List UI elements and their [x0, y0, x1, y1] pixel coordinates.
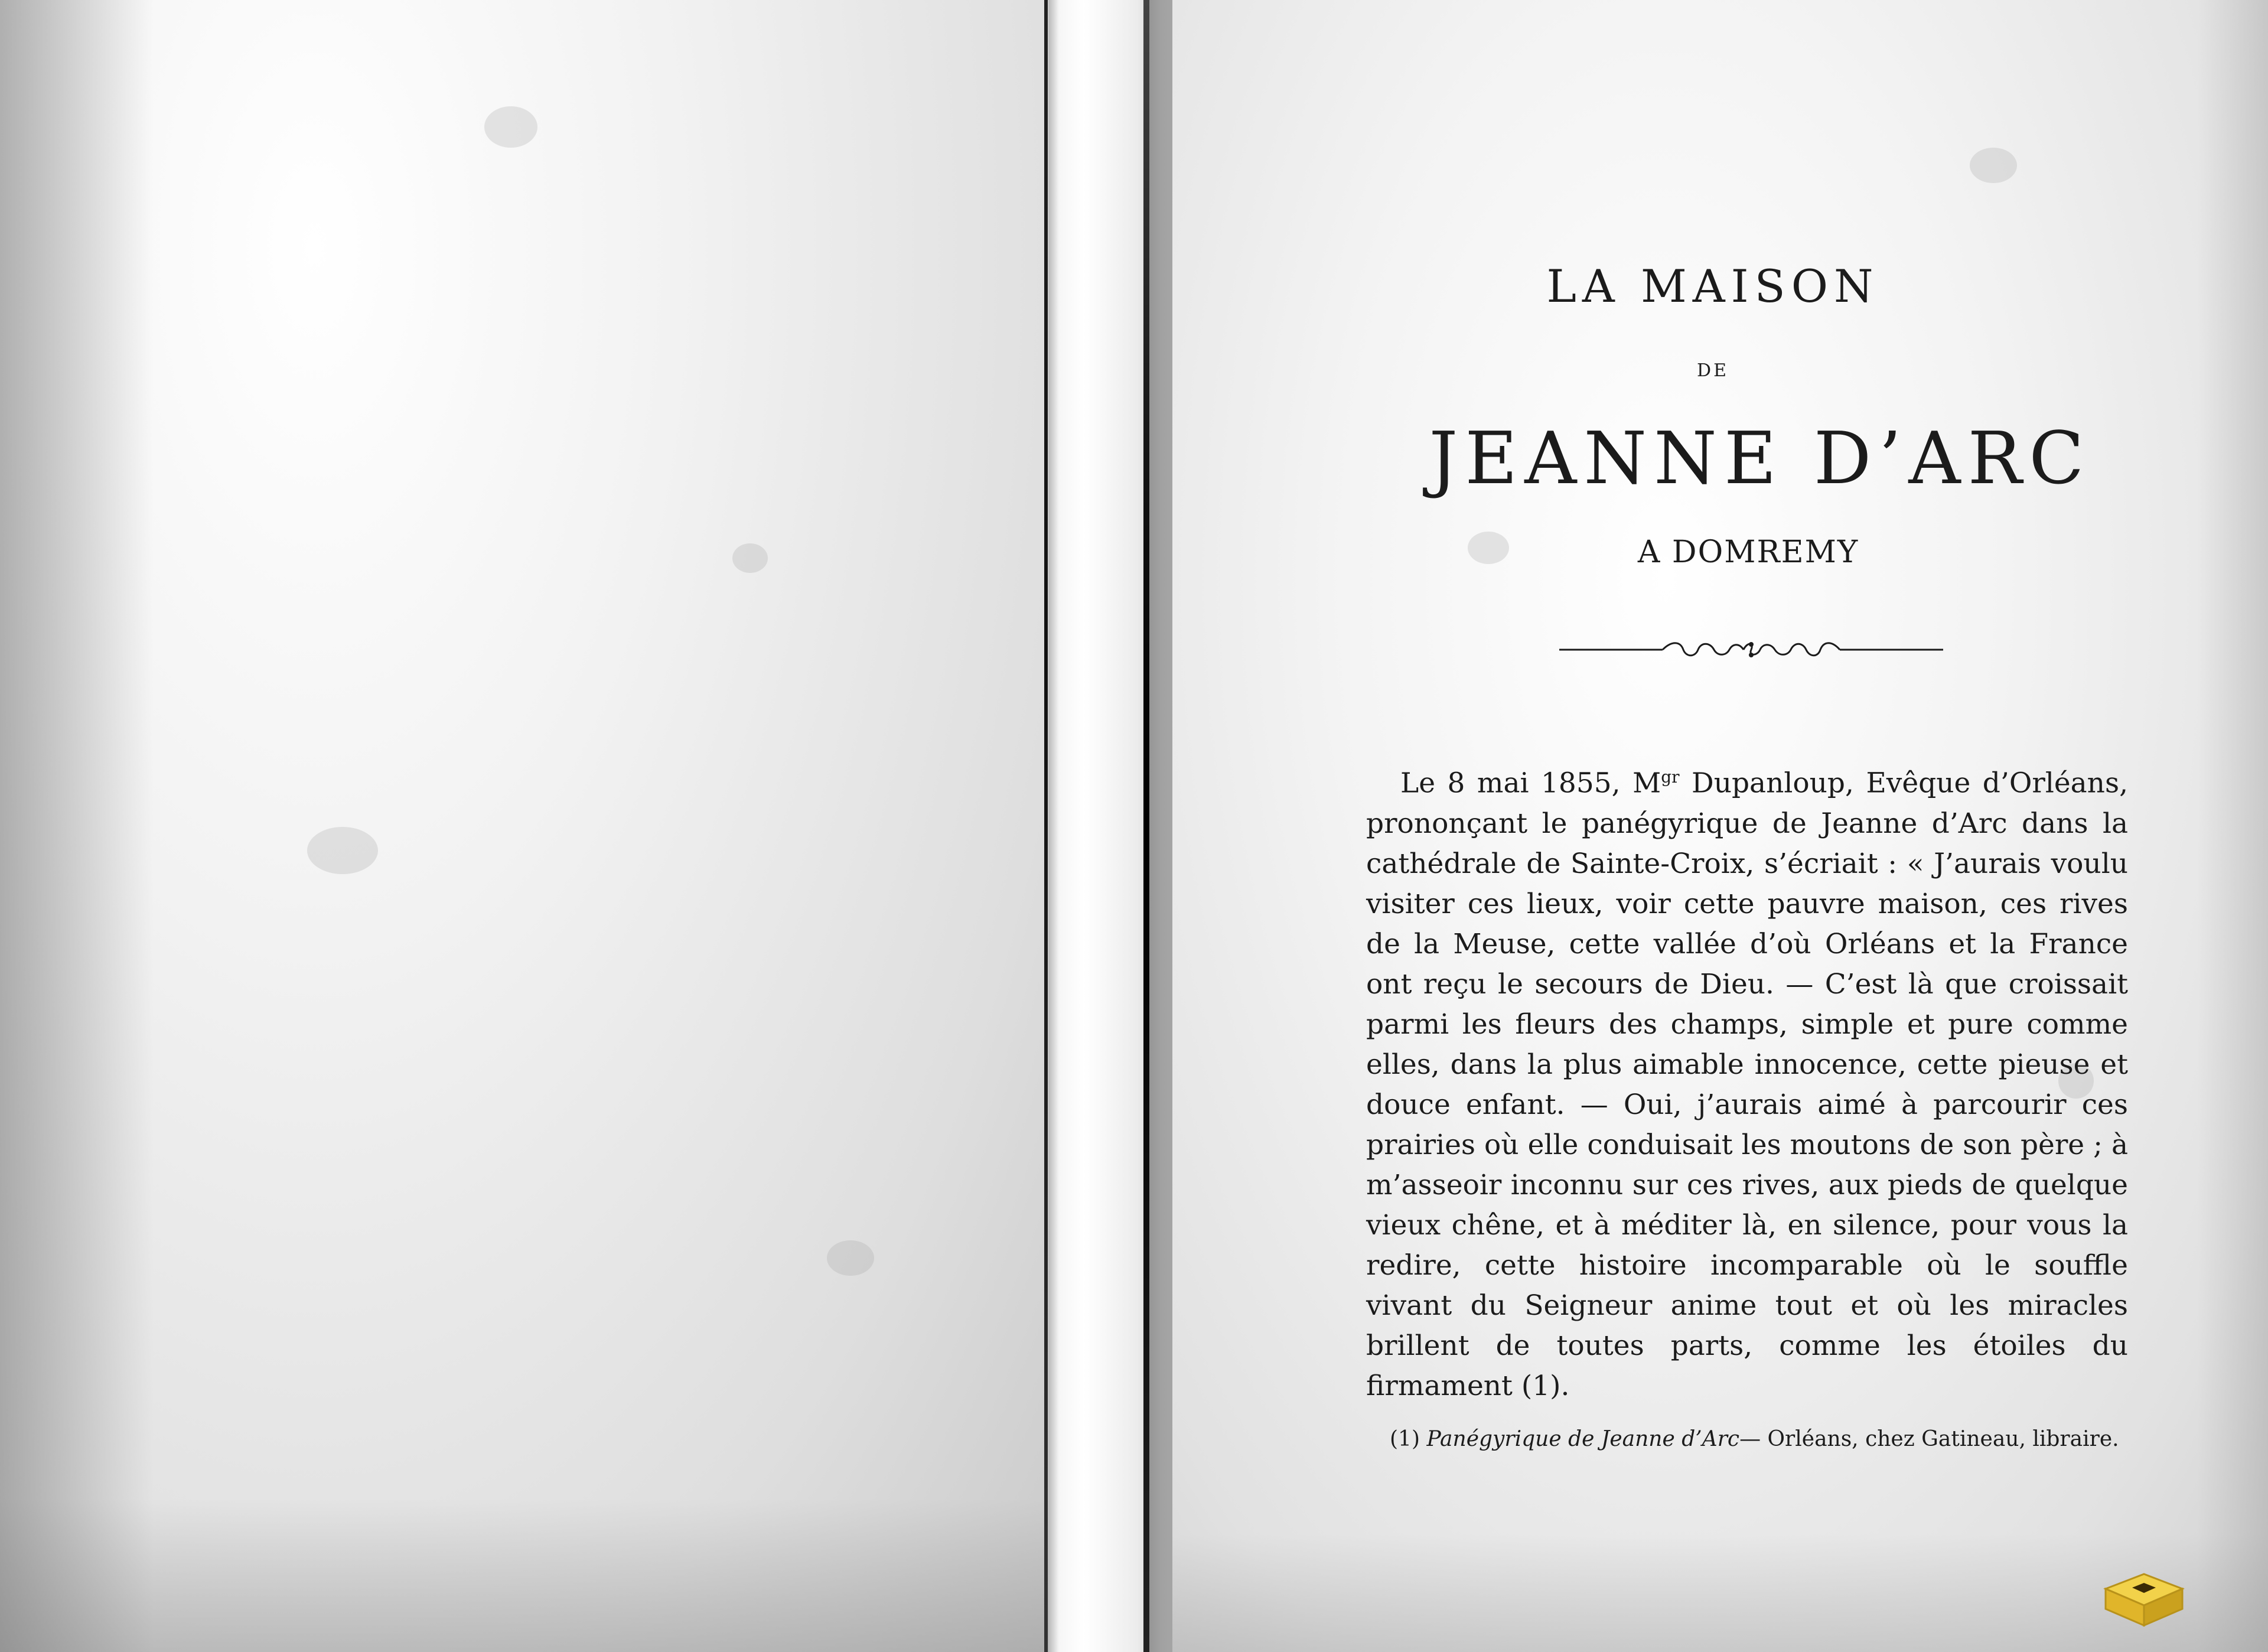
footnote-number: (1): [1390, 1427, 1420, 1451]
decorative-flourish-icon: [1559, 635, 1943, 664]
foxing-spot: [484, 106, 537, 148]
foxing-spot: [1970, 148, 2017, 183]
footnote-title: Panégyrique de Jeanne d’Arc: [1426, 1427, 1740, 1451]
spine-edge-right: [1143, 0, 1149, 1652]
foxing-spot: [732, 543, 768, 573]
title-de: DE: [1697, 360, 1729, 381]
title-jeanne-darc: JEANNE D’ARC: [1429, 416, 2091, 500]
paragraph-rest: Dupanloup, Evêque d’Orléans, prononçant le panégyrique de Jeanne d’Arc dans la cathédrale de Sainte-Croix, s’écriait : « J’aurais voulu visiter ces lieux, voir cette pauvre maison, ces rives de la Meuse, cette vallée d’où Orléans et la France ont reçu le secours de Dieu. — C’est là que croissait parmi les fleurs des champs, simple et pure comme elles, dans la plus aimable innocence, cette pieuse et douce enfant. — Oui, j’aurais aimé à parcourir ces prairies où elle conduisait les moutons de son père ; à m’asseoir inconnu sur ces rives, aux pieds de quelque vieux chêne, et à méditer là, en silence, pour vous la redire, cette histoire incomparable où le souffle vivant du Seigneur anime tout et où les miracles brillent de toutes parts, comme les étoiles du firmament (1).: [1366, 767, 2129, 1402]
yellow-box-icon: [2100, 1559, 2188, 1630]
left-page-blank: [0, 0, 1048, 1652]
footnote: [1366, 1428, 2128, 1451]
paragraph-superscript: gr: [1661, 767, 1680, 787]
foxing-spot: [1468, 532, 1509, 564]
title-la-maison: LA MAISON: [1546, 260, 1879, 312]
foxing-spot: [307, 827, 378, 874]
title-a-domremy: A DOMREMY: [1637, 535, 1859, 570]
spine-edge-left: [1044, 0, 1048, 1652]
paragraph-lead: Le 8 mai 1855, M: [1400, 767, 1661, 800]
body-paragraph: [1366, 757, 2128, 1406]
footnote-text: — Orléans, chez Gatineau, libraire.: [1739, 1427, 2119, 1451]
foxing-spot: [827, 1240, 874, 1276]
